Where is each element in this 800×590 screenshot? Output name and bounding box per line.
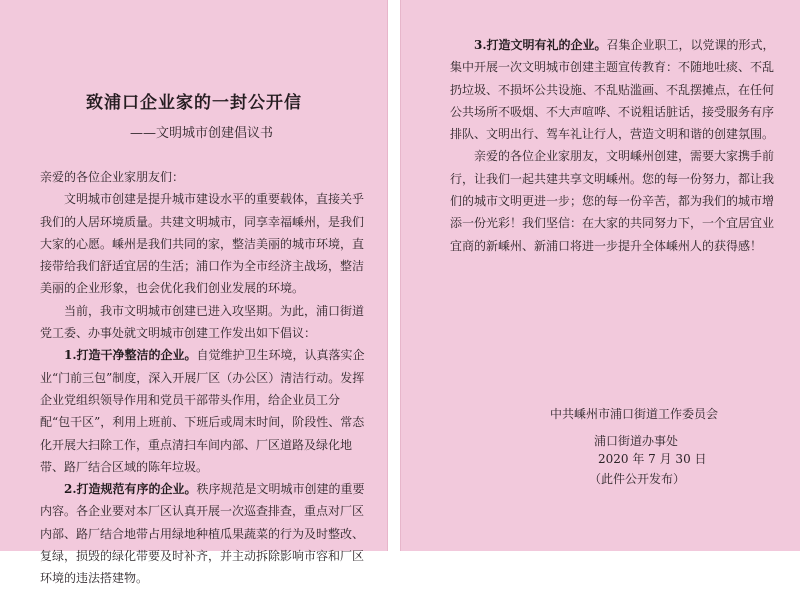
- item-3-body: 召集企业职工，以党课的形式，集中开展一次文明城市创建主题宣传教育：不随地吐痰、不乱扔垃圾、不损坏公共设施、不乱贴滥画、不乱摆摊点，在任何公共场所不吸烟、不大声喧哗、不说粗话脏话，接受服务有序排队、文明出行、驾车礼让行人，营造文明和谐的创建氛围。: [450, 38, 775, 142]
- letter-subtitle: ——文明城市创建倡议书: [130, 126, 274, 141]
- salutation: 亲爱的各位企业家朋友们：: [40, 170, 185, 184]
- letter-title: 致浦口企业家的一封公开信: [86, 93, 302, 113]
- signature-note: （此件公开发布）: [589, 472, 686, 486]
- paragraph-intro: 文明城市创建是提升城市建设水平的重要载体，直接关乎我们的人居环境质量。共建文明城市，同享幸福嵊州，是我们大家的心愿。嵊州是我们共同的家，整洁美丽的城市环境，直接带给我们舒适宜居的生活；浦口作为全市经济主战场，整洁美丽的企业形象，也会优化我们创业发展的环境。: [40, 192, 365, 296]
- item-2-heading: 2.打造规范有序的企业。: [64, 482, 197, 497]
- item-1-heading: 1.打造干净整洁的企业。: [64, 348, 197, 363]
- item-1-body: 自觉维护卫生环境，认真落实企业“门前三包”制度，深入开展厂区（办公区）清洁行动。发挥企业党组织领导作用和党员干部带头作用，给企业员工分配“包干区”，利用上班前、下班后或周末时间，阶段性、常态化开展大扫除工作，重点清扫车间内部、厂区道路及绿化地带、路厂结合区域的陈年垃圾。: [40, 348, 365, 474]
- paragraph-closing: 亲爱的各位企业家朋友，文明嵊州创建，需要大家携手前行，让我们一起共建共享文明嵊州。您的每一份努力，都让我们的城市文明更进一步；您的每一份辛苦，都为我们的城市增添一份光彩！我们坚信：在大家的共同努力下，一个宜居宜业宜商的新嵊州、新浦口将进一步提升全体嵊州人的获得感！: [450, 149, 775, 253]
- letter-body-right: [450, 34, 775, 257]
- page-gutter: [388, 0, 400, 551]
- item-2: [40, 478, 370, 589]
- item-1: [40, 344, 370, 478]
- signature-date: 2020 年 7 月 30 日: [598, 452, 707, 466]
- letter-body-left: [40, 166, 370, 590]
- item-3-heading: 3.打造文明有礼的企业。: [474, 38, 607, 52]
- signature-office: 浦口街道办事处: [594, 434, 679, 448]
- item-2-body: 秩序规范是文明城市创建的重要内容。各企业要对本厂区认真开展一次巡查排查，重点对厂区内部、路厂结合地带占用绿地种植瓜果蔬菜的行为及时整改、复绿，损毁的绿化带要及时补齐，并主动拆除影响市容和厂区环境的违法搭建物。: [40, 482, 365, 586]
- item-3: [450, 34, 775, 145]
- paragraph-proposal: 当前，我市文明城市创建已进入攻坚期。为此，浦口街道党工委、办事处就文明城市创建工作发出如下倡议：: [40, 303, 365, 341]
- signature-organization: 中共嵊州市浦口街道工作委员会: [550, 407, 719, 421]
